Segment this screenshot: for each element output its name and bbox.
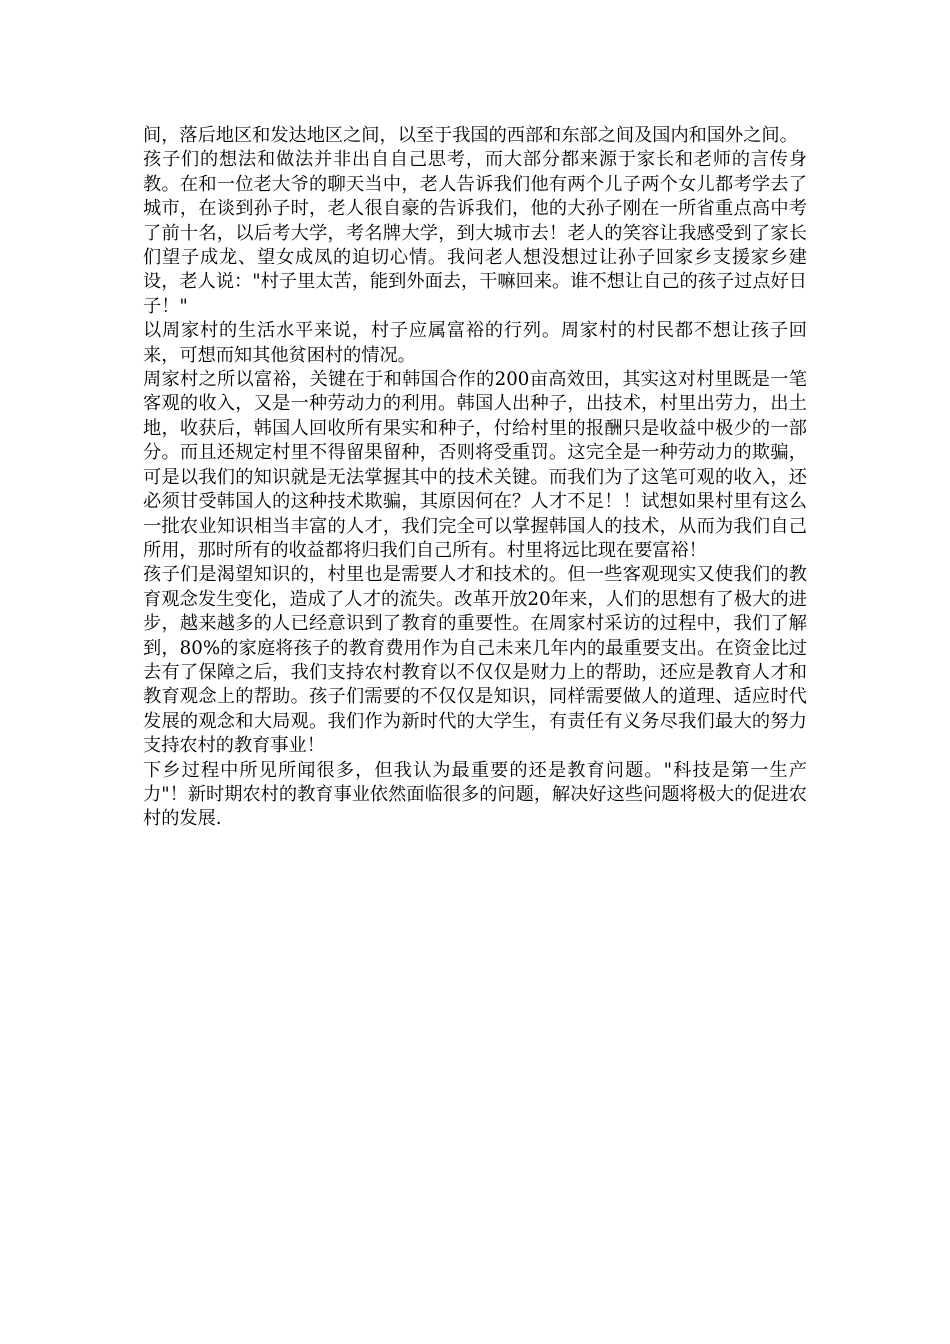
document-body [143,124,807,832]
paragraph-5: 孩子们是渴望知识的，村里也是需要人才和技术的。但一些客观现实又使我们的教育观念发生变化，造成了人才的流失。改革开放20年来，人们的思想有了极大的进步，越来越多的人已经意识到了教育的重要性。在周家村采访的过程中，我们了解到，80%的家庭将孩子的教育费用作为自己未来几年内的最重要支出。在资金比过去有了保障之后，我们支持农村教育以不仅仅是财力上的帮助，还应是教育人才和教育观念上的帮助。孩子们需要的不仅仅是知识，同样需要做人的道理、适应时代发展的观念和大局观。我们作为新时代的大学生，有责任有义务尽我们最大的努力支持农村的教育事业！ [143,564,807,757]
paragraph-1: 间，落后地区和发达地区之间，以至于我国的西部和东部之间及国内和国外之间。 [143,125,798,146]
paragraph-2: 孩子们的想法和做法并非出自自己思考，而大部分都来源于家长和老师的言传身教。在和一位老大爷的聊天当中，老人告诉我们他有两个儿子两个女儿都考学去了城市，在谈到孙子时，老人很自豪的告诉我们，他的大孙子刚在一所省重点高中考了前十名，以后考大学，考名牌大学，到大城市去！老人的笑容让我感受到了家长们望子成龙、望女成凤的迫切心情。我问老人想没想过让孙子回家乡支援家乡建设，老人说："村子里太苦，能到外面去，干嘛回来。谁不想让自己的孩子过点好日子！" [143,149,807,317]
paragraph-3: 以周家村的生活水平来说，村子应属富裕的行列。周家村的村民都不想让孩子回来，可想而知其他贫困村的情况。 [143,320,807,366]
paragraph-4: 周家村之所以富裕，关键在于和韩国合作的200亩高效田，其实这对村里既是一笔客观的收入，又是一种劳动力的利用。韩国人出种子，出技术，村里出劳力，出土地，收获后，韩国人回收所有果实和种子，付给村里的报酬只是收益中极少的一部分。而且还规定村里不得留果留种，否则将受重罚。这完全是一种劳动力的欺骗，可是以我们的知识就是无法掌握其中的技术关键。而我们为了这笔可观的收入，还必须甘受韩国人的这种技术欺骗，其原因何在？人才不足！！试想如果村里有这么一批农业知识相当丰富的人才，我们完全可以掌握韩国人的技术，从而为我们自己所用，那时所有的收益都将归我们自己所有。村里将远比现在要富裕！ [143,369,807,561]
paragraph-6: 下乡过程中所见所闻很多，但我认为最重要的还是教育问题。"科技是第一生产力"！新时期农村的教育事业依然面临很多的问题，解决好这些问题将极大的促进农村的发展. [143,759,807,830]
